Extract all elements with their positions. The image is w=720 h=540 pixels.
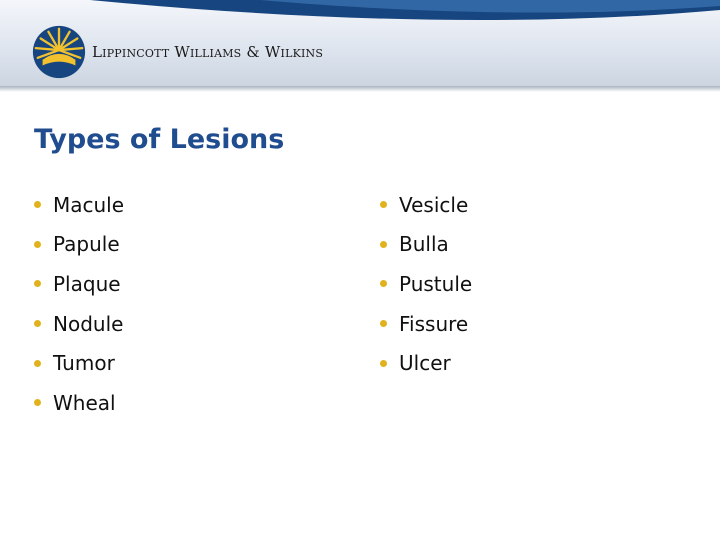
bullet-icon (34, 360, 41, 367)
list-item (32, 304, 124, 344)
list-item-label: Bulla (399, 232, 449, 257)
bullet-icon (34, 399, 41, 406)
bullet-icon (34, 241, 41, 248)
list-item-label: Ulcer (399, 351, 451, 376)
list-item (378, 304, 472, 344)
lesion-list-right (378, 185, 472, 383)
bullet-icon (34, 201, 41, 208)
list-item (32, 383, 124, 423)
header-banner (0, 0, 720, 92)
list-item (32, 343, 124, 383)
bullet-icon (380, 241, 387, 248)
list-item-label: Pustule (399, 271, 473, 296)
list-item (378, 185, 472, 225)
list-item (32, 225, 124, 265)
publisher-logo (30, 22, 323, 82)
list-item-label: Vesicle (399, 192, 469, 217)
list-item (378, 343, 472, 383)
slide-title: Types of Lesions (34, 124, 285, 155)
bullet-icon (380, 360, 387, 367)
list-item (32, 264, 124, 304)
list-item (378, 225, 472, 265)
logo-wordmark: Lippincott Williams & Wilkins (92, 43, 324, 61)
bullet-icon (380, 201, 387, 208)
list-item-label: Wheal (53, 390, 116, 415)
banner-shadow (0, 86, 720, 92)
bullet-icon (380, 320, 387, 327)
list-item-label: Papule (53, 232, 120, 257)
list-item-label: Fissure (399, 311, 469, 336)
list-item-label: Macule (53, 192, 125, 217)
bullet-icon (34, 280, 41, 287)
list-item (32, 185, 124, 225)
list-item-label: Plaque (53, 271, 121, 296)
list-item (378, 264, 472, 304)
sunburst-logo-icon (30, 23, 88, 81)
lesion-list-left (32, 185, 124, 423)
list-item-label: Tumor (53, 351, 115, 376)
bullet-icon (34, 320, 41, 327)
bullet-icon (380, 280, 387, 287)
list-item-label: Nodule (53, 311, 124, 336)
